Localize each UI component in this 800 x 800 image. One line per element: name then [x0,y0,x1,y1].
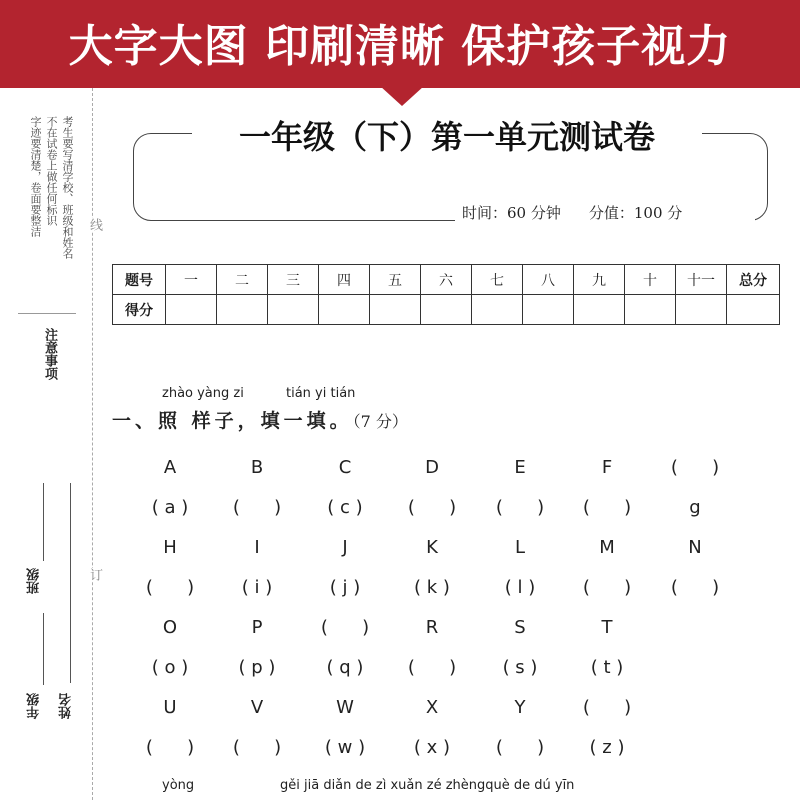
lowercase-letter: ( w ) [324,737,366,758]
letter: H [163,537,177,558]
lowercase-letter: ( o ) [151,657,189,678]
letter: K [426,537,438,558]
letter-blank[interactable]: ( ) [670,457,720,478]
name-label: 姓名 [59,693,74,719]
letter: C [338,457,352,478]
lowercase-letter: ( c ) [327,497,363,518]
note-line-2: 不在试卷上做任何标识 [45,116,58,226]
letter-blank[interactable]: ( ) [582,697,632,718]
score-table-score-row [113,295,780,325]
score-cell[interactable] [319,295,370,325]
bind-mark-staple: 订 [87,568,102,581]
class-blank[interactable] [43,483,44,561]
alphabet-row [145,728,800,768]
alphabet-row [151,648,800,688]
letter: D [425,457,439,478]
alphabet-row [163,688,800,728]
letter: M [599,537,615,558]
letter: L [514,537,526,558]
grade-label: 年级 [27,693,42,719]
note-line-3: 字迹要清楚，卷面要整洁 [29,116,42,237]
notes-label: 注意事项 [42,328,57,380]
score-cell[interactable] [727,295,780,325]
lowercase-letter: ( s ) [502,657,538,678]
table-header-cell: 题号 [113,265,166,295]
class-label: 班级 [27,568,42,594]
letter-blank[interactable]: ( ) [407,497,457,518]
time-limit: 时间：60 分钟 [462,204,561,222]
lowercase-letter: ( l ) [504,577,536,598]
table-header-cell: 七 [472,265,523,295]
alphabet-row [151,488,800,528]
letter: W [336,697,354,718]
letter-blank[interactable]: ( ) [145,577,195,598]
lowercase-letter: ( j ) [329,577,361,598]
letter-blank[interactable]: ( ) [495,497,545,518]
page-title: 一年级（下）第一单元测试卷 [238,118,655,156]
lowercase-letter: ( q ) [326,657,364,678]
pinyin-tian-yi-tian: tián yi tián [286,386,356,401]
letter: B [250,457,264,478]
letter: V [250,697,264,718]
letter-blank[interactable]: ( ) [582,577,632,598]
letter-blank[interactable]: ( ) [145,737,195,758]
letter-blank[interactable]: ( ) [670,577,720,598]
score-cell[interactable] [268,295,319,325]
letter-blank[interactable]: ( ) [232,497,282,518]
name-blank[interactable] [70,483,71,683]
letter-blank[interactable]: ( ) [320,617,370,638]
letter: X [425,697,439,718]
letter-blank[interactable]: ( ) [407,657,457,678]
score-cell[interactable] [472,295,523,325]
exam-info [462,202,710,223]
letter: Y [514,697,526,718]
lowercase-letter: ( a ) [151,497,189,518]
letter: S [514,617,526,638]
lowercase-letter: ( p ) [238,657,276,678]
table-header-cell: 八 [523,265,574,295]
lowercase-letter: ( k ) [414,577,450,598]
letter: A [163,457,177,478]
letter: U [163,697,177,718]
table-header-cell: 三 [268,265,319,295]
score-cell[interactable] [217,295,268,325]
total-score: 分值：100 分 [588,204,683,222]
pinyin-section-2: gěi jiā diǎn de zì xuǎn zé zhèngquè de dú yīn [280,778,575,793]
lowercase-letter: ( t ) [590,657,624,678]
score-cell[interactable] [574,295,625,325]
score-cell[interactable] [676,295,727,325]
letter: N [688,537,702,558]
table-header-cell: 六 [421,265,472,295]
table-header-cell: 总分 [727,265,780,295]
table-header-cell: 二 [217,265,268,295]
table-header-cell: 九 [574,265,625,295]
section-1-heading [112,406,408,433]
letter: O [162,617,178,638]
score-cell[interactable] [421,295,472,325]
table-header-cell: 四 [319,265,370,295]
letter: F [601,457,613,478]
score-row-label: 得分 [113,295,166,325]
table-header-cell: 五 [370,265,421,295]
letter: J [342,537,348,558]
section-number: 一、 [112,410,159,432]
letter: I [254,537,260,558]
lowercase-letter: ( x ) [413,737,451,758]
score-table-header-row [113,265,780,295]
grade-blank[interactable] [43,613,44,685]
table-header-cell: 一 [166,265,217,295]
alphabet-row [162,608,800,648]
pinyin-yong: yòng [162,778,195,793]
section-title: 照 样子，填一填。 [158,410,353,432]
banner-text: 大字大图 印刷清晰 保护孩子视力 [68,21,732,72]
letter: E [514,457,526,478]
score-cell[interactable] [370,295,421,325]
alphabet-row [145,568,800,608]
table-header-cell: 十一 [676,265,727,295]
score-table [112,264,780,325]
lowercase-letter: ( z ) [589,737,625,758]
letter: P [251,617,263,638]
letter-blank[interactable]: ( ) [495,737,545,758]
alphabet-row [163,448,800,488]
alphabet-row [163,528,800,568]
bind-mark-line: 线 [87,218,102,231]
binding-dashed-line [92,88,93,800]
letter-blank[interactable]: ( ) [582,497,632,518]
letter-blank[interactable]: ( ) [232,737,282,758]
lowercase-letter: ( i ) [241,577,273,598]
notes-divider [18,313,76,314]
section-points: （7 分） [352,412,408,431]
test-paper [0,88,800,800]
letter: T [601,617,613,638]
letter: R [425,617,439,638]
table-header-cell: 十 [625,265,676,295]
promo-banner [0,0,800,88]
pinyin-zhao-yang-zi: zhào yàng zi [162,386,244,401]
note-line-1: 考生要写清学校、班级和姓名 [61,116,74,259]
score-cell[interactable] [625,295,676,325]
score-cell[interactable] [523,295,574,325]
letter: g [689,497,701,518]
score-cell[interactable] [166,295,217,325]
